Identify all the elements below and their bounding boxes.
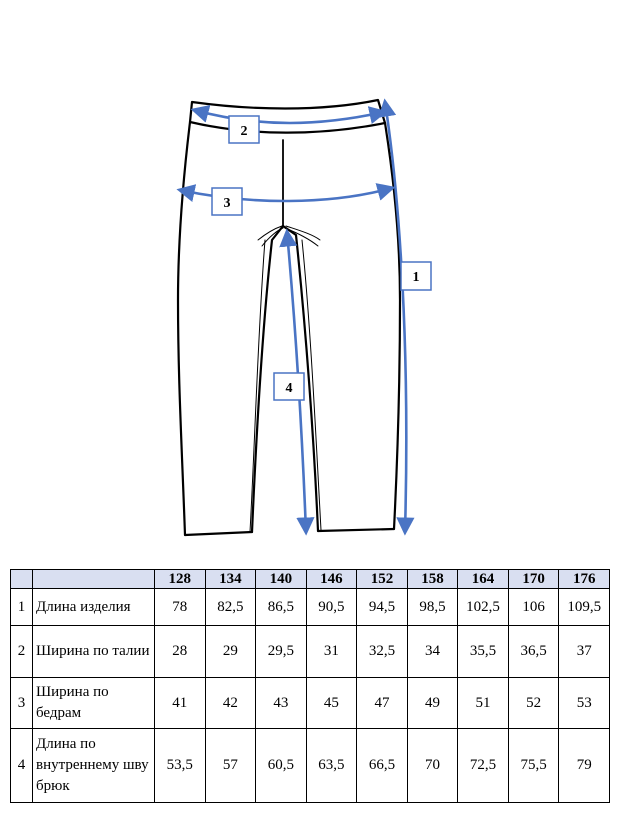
row-number: 4 (11, 729, 33, 803)
pants-outline (178, 100, 400, 535)
cell-value: 75,5 (508, 729, 559, 803)
cell-value: 57 (205, 729, 256, 803)
right-hem (318, 529, 394, 531)
marker-1-label: 1 (412, 270, 420, 285)
cell-value: 36,5 (508, 626, 559, 678)
cell-value: 53 (559, 678, 610, 729)
cell-value: 79 (559, 729, 610, 803)
cell-value: 82,5 (205, 589, 256, 626)
cell-value: 41 (155, 678, 206, 729)
cell-value: 86,5 (256, 589, 307, 626)
cell-value: 78 (155, 589, 206, 626)
cell-value: 72,5 (458, 729, 509, 803)
row-label: Ширина по талии (33, 626, 155, 678)
cell-value: 109,5 (559, 589, 610, 626)
cell-value: 70 (407, 729, 458, 803)
table-row (11, 589, 610, 626)
measurement-arrows (180, 102, 406, 532)
row-number: 1 (11, 589, 33, 626)
crotch-wrinkle-right2 (286, 226, 320, 240)
cell-value: 29 (205, 626, 256, 678)
arrow-waist (194, 110, 384, 123)
marker-3-label: 3 (223, 196, 231, 211)
marker-3 (212, 188, 242, 215)
cell-value: 45 (306, 678, 357, 729)
row-label: Длина по внутреннему шву брюк (33, 729, 155, 803)
cell-value: 29,5 (256, 626, 307, 678)
size-header: 128 (155, 570, 206, 589)
row-label: Ширина по бедрам (33, 678, 155, 729)
cell-value: 42 (205, 678, 256, 729)
cell-value: 31 (306, 626, 357, 678)
row-label: Длина изделия (33, 589, 155, 626)
cell-value: 47 (357, 678, 408, 729)
marker-2 (229, 116, 259, 143)
size-header: 140 (256, 570, 307, 589)
size-header: 134 (205, 570, 256, 589)
size-header: 158 (407, 570, 458, 589)
table-row (11, 678, 610, 729)
cell-value: 32,5 (357, 626, 408, 678)
cell-value: 34 (407, 626, 458, 678)
cell-value: 98,5 (407, 589, 458, 626)
marker-4 (274, 373, 304, 400)
table-row (11, 729, 610, 803)
cell-value: 28 (155, 626, 206, 678)
cell-value: 49 (407, 678, 458, 729)
cell-value: 52 (508, 678, 559, 729)
cell-value: 53,5 (155, 729, 206, 803)
cell-value: 63,5 (306, 729, 357, 803)
cell-value: 35,5 (458, 626, 509, 678)
cell-value: 66,5 (357, 729, 408, 803)
header-param (33, 570, 155, 589)
marker-4-label: 4 (285, 381, 293, 396)
marker-1 (401, 262, 431, 290)
size-header: 176 (559, 570, 610, 589)
size-table (10, 569, 610, 803)
size-header-row (11, 570, 610, 589)
marker-2-label: 2 (240, 124, 248, 139)
table-row (11, 626, 610, 678)
cell-value: 51 (458, 678, 509, 729)
left-side-seam (178, 122, 190, 535)
size-header: 170 (508, 570, 559, 589)
cell-value: 102,5 (458, 589, 509, 626)
cell-value: 37 (559, 626, 610, 678)
cell-value: 106 (508, 589, 559, 626)
size-header: 152 (357, 570, 408, 589)
header-num (11, 570, 33, 589)
size-header: 164 (458, 570, 509, 589)
row-number: 2 (11, 626, 33, 678)
cell-value: 94,5 (357, 589, 408, 626)
left-hem (185, 532, 252, 535)
cell-value: 60,5 (256, 729, 307, 803)
left-leg-stitch (250, 240, 265, 532)
right-side-seam (385, 123, 400, 529)
size-header: 146 (306, 570, 357, 589)
cell-value: 90,5 (306, 589, 357, 626)
cell-value: 43 (256, 678, 307, 729)
row-number: 3 (11, 678, 33, 729)
